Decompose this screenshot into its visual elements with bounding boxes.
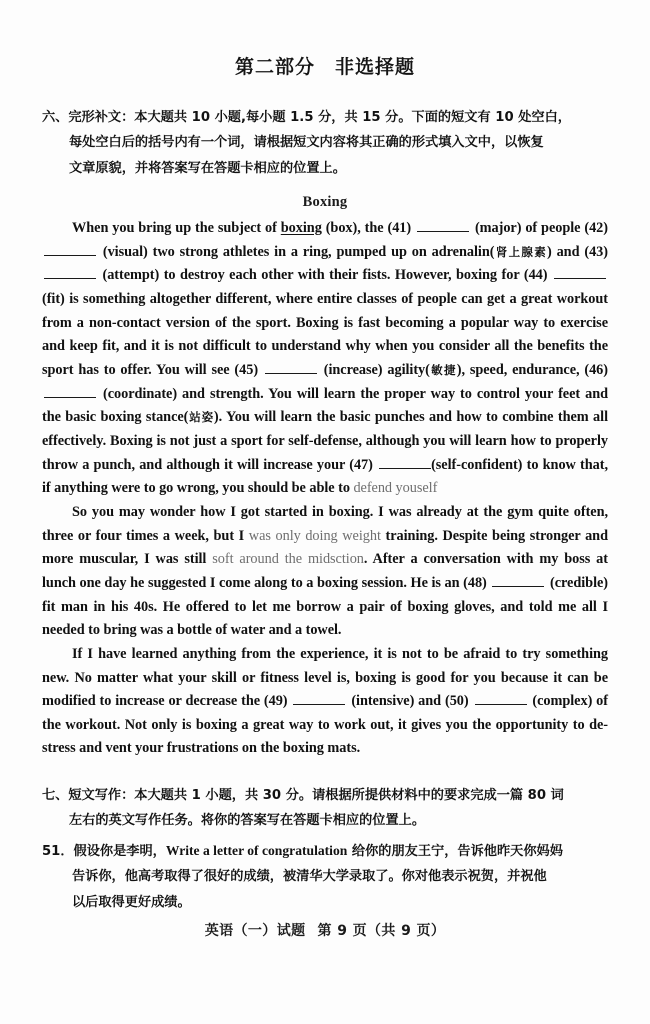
p1-text-11: ). You will learn the basic punches and how to combine them all effectively. Boxing is not just a sport for self-defense, although you will learn how to properly throw a punch, and although it will increase your (47) [42, 409, 608, 473]
section-seven-line-1: 七、短文写作：本大题共 1 小题，共 30 分。请根据所提供材料中的要求完成一篇 80 词 [42, 788, 564, 804]
answer-blank-42[interactable] [44, 242, 96, 256]
section-six-instructions [0, 79, 650, 181]
answer-blank-40[interactable]: boxing [280, 220, 322, 237]
passage-body [0, 211, 650, 761]
section-six-line-2: 每处空白后的括号内有一个词，请根据短文内容将其正确的形式填入文中，以恢复 [69, 135, 544, 151]
footer-page-number: 第 9 页（共 9 页） [317, 923, 446, 939]
question-51-part-2: 给你的朋友王宁，告诉他昨天你妈妈 [347, 843, 563, 859]
page-title [0, 0, 650, 79]
p3-text-2: (intensive) and (50) [347, 693, 473, 710]
p1-text-1: When you bring up the subject of [72, 220, 281, 237]
p1-text-7: (fit) is something altogether different, where entire classes of people can get a great workout from a non-contact version of the sport. Boxing is fast becoming a popular way to exercise and keep fit, and it is not difficult to understand why when you consider all the benefits the sport has to offer. You will see (45) [42, 291, 608, 378]
p1-faded-text-1: defend youself [353, 480, 438, 497]
page-footer [0, 920, 650, 940]
p1-text-5: ) and (43) [547, 243, 608, 260]
question-51-part-1: 假设你是李明， [73, 843, 166, 859]
p2-text-2: training. Despite being stronger and more muscular, I was still [42, 527, 608, 568]
question-51-line-3: 以后取得更好成绩。 [72, 894, 191, 910]
p3-text-3: (complex) of the workout. Not only is boxing a great way to work out, it gives you the opportunity to de-stress and vent your frustrations on the boxing mats. [42, 693, 608, 757]
p2-text-4: (credible) fit man in his 40s. He offered to let me borrow a pair of boxing gloves, and told me all I needed to bring was a bottle of water and a towel. [42, 574, 608, 639]
answer-blank-45[interactable] [265, 360, 317, 374]
p1-text-6: (attempt) to destroy each other with their fists. However, boxing for (44) [98, 267, 552, 284]
p2-text-3: . After a conversation with my boss at lunch one day he suggested I come along to a boxing session. He is an (48) [42, 551, 608, 591]
section-seven-instructions [0, 761, 650, 834]
p1-text-2: (box), the (41) [321, 220, 416, 237]
passage-paragraph-2 [42, 501, 608, 643]
gloss-adrenalin: 肾上腺素 [494, 244, 547, 259]
gloss-agility: 敏捷 [429, 362, 457, 377]
question-51-line-2: 告诉你，他高考取得了很好的成绩，被清华大学录取了。你对他表示祝贺，并祝他 [72, 869, 547, 885]
answer-blank-46[interactable] [44, 383, 96, 397]
question-51 [0, 834, 650, 915]
answer-blank-43[interactable] [44, 265, 96, 279]
p1-text-4: (visual) two strong athletes in a ring, pumped up on adrenalin( [98, 243, 495, 260]
passage-title: Boxing [302, 194, 348, 211]
section-seven-line-2: 左右的英文写作任务。将你的答案写在答题卡相应的位置上。 [69, 813, 426, 829]
passage-paragraph-3 [42, 643, 608, 761]
passage-paragraph-1 [42, 217, 608, 501]
part-title-main: 第二部分 [234, 56, 315, 78]
question-51-english: Write a letter of congratulation [165, 842, 348, 858]
answer-blank-50[interactable] [475, 691, 527, 705]
answer-blank-44[interactable] [554, 265, 606, 279]
p1-text-8: (increase) agility( [318, 361, 430, 378]
section-six-line-3: 文章原貌，并将答案写在答题卡相应的位置上。 [69, 160, 346, 176]
p1-text-9: ), speed, endurance, (46) [456, 361, 608, 378]
p2-faded-text-2: soft around the midsction [212, 551, 364, 568]
question-51-number: 51． [42, 843, 74, 859]
p2-faded-text-1: was only doing weight [248, 527, 381, 544]
answer-blank-47[interactable] [379, 454, 431, 468]
p3-text-1: If I have learned anything from the experience, it is not to be afraid to try something new. No matter what your skill or fitness level is, boxing is good for you because it can be modified to increase or decrease the (49) [42, 645, 608, 710]
answer-blank-48[interactable] [492, 573, 544, 587]
section-six-line-1: 六、完形补文：本大题共 10 小题,每小题 1.5 分，共 15 分。下面的短文有 10 处空白， [42, 110, 571, 125]
answer-blank-49[interactable] [293, 691, 345, 705]
p2-text-1: So you may wonder how I got started in boxing. I was already at the gym quite often, three or four times a week, but I [42, 503, 608, 544]
footer-exam-name: 英语（一）试题 [204, 923, 306, 939]
part-title-sub: 非选择题 [335, 56, 416, 78]
p1-text-3: (major) of people (42) [471, 220, 608, 237]
p1-text-10: (coordinate) and strength. You will learn the proper way to control your feet and the basic boxing stance( [42, 385, 608, 426]
p1-text-12: (self-confident) to know that, if anything were to go wrong, you should be able to [42, 456, 608, 497]
gloss-stance: 站姿 [188, 410, 214, 425]
answer-blank-41[interactable] [417, 218, 469, 232]
